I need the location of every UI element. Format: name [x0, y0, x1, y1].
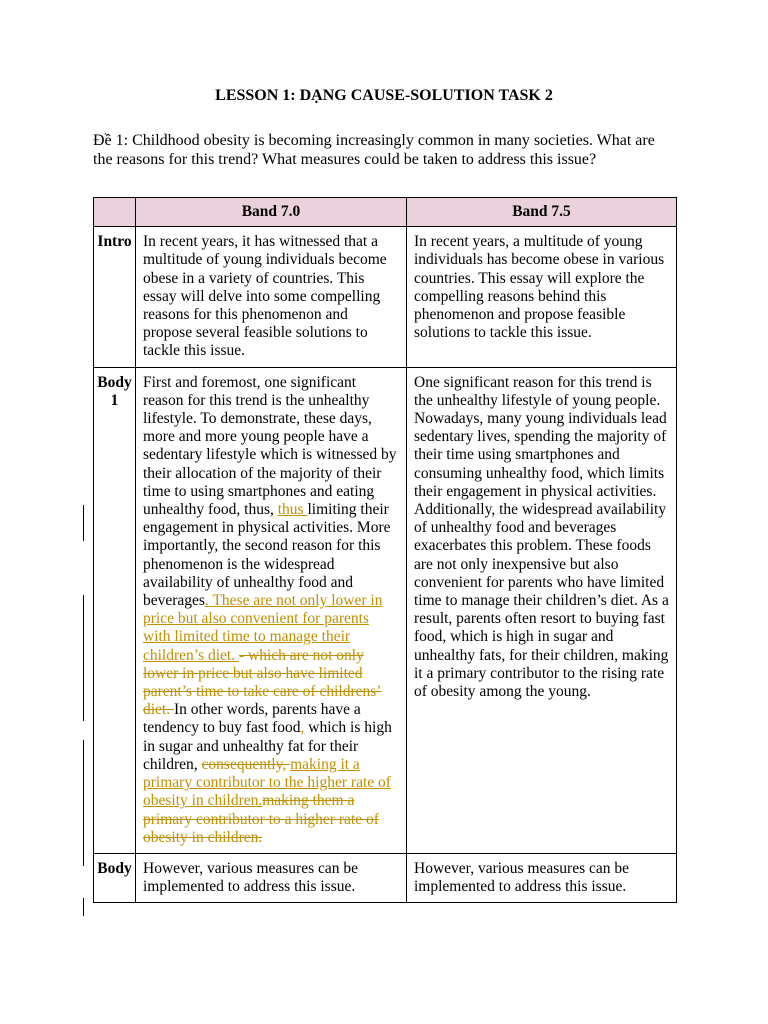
row-label-intro: Intro [94, 227, 136, 367]
table-row-body-2 [94, 853, 677, 902]
deleted-revision: making them a primary contributor to a higher rate of obesity in children. [143, 792, 379, 846]
inserted-revision: , [300, 719, 305, 737]
intro-band-7-0: In recent years, it has witnessed that a multitude of young individuals become obese in a variety of countries. This essay will delve into some compelling reasons for this phenomenon and propose several feasible solutions to tackle this issue. [136, 227, 407, 367]
table-header-row [94, 198, 677, 227]
inserted-revision: thus [277, 501, 308, 519]
essay-prompt: Đề 1: Childhood obesity is becoming increasingly common in many societies. What are the reasons for this trend? What measures could be taken to address this issue? [93, 132, 655, 168]
intro-band-7-5: In recent years, a multitude of young individuals has become obese in various countries. This essay will explore the compelling reasons behind this phenomenon and propose feasible solutions to tackle this issue. [407, 227, 677, 367]
row-label-body-1: Body 1 [94, 367, 136, 853]
inserted-revision: making it a primary contributor to the higher rate of obesity in children. [143, 755, 391, 810]
body-1-band-7-0 [136, 367, 407, 853]
body-1-band-7-5: One significant reason for this trend is the unhealthy lifestyle of young people. Nowadays, many young individuals lead sedentary lives, spending the majority of their time using smartphones and consuming unhealthy food, which limits their engagement in physical activities. Additionally, the widespread availability of unhealthy food and beverages exacerbates this problem. These foods are not only inexpensive but also convenient for parents who have limited time to manage their children’s diet. As a result, parents often resort to buying fast food, which is high in sugar and unhealthy fats, for their children, making it a primary contributor to the rising rate of obesity among the young. [407, 367, 677, 853]
change-bar [83, 740, 84, 866]
body-1-text-part-1: First and foremost, one significant reason for this trend is the unhealthy lifestyle. To demonstrate, these days, more and more young people have a sedentary lifestyle which is witnessed by their allocation of the majority of their time to using smartphones and eating unhealthy food, thus, [143, 373, 397, 519]
row-label-body-2: Body [94, 853, 136, 902]
body-1-text-part-4: which is high in sugar and unhealthy fat for their children, [143, 719, 392, 773]
deleted-revision: consequently, [201, 755, 291, 773]
deleted-revision: - which are not only lower in price but also have limited parent’s time to take care of childrens’ diet. [143, 646, 382, 719]
body-1-text-part-2: limiting their engagement in physical activities. More importantly, the second reason for this phenomenon is the widespread availability of unhealthy food and beverages [143, 501, 391, 610]
change-bar [83, 505, 84, 541]
comparison-table [93, 197, 677, 903]
body-2-band-7-0: However, various measures can be implemented to address this issue. [136, 853, 407, 902]
header-band-7-5: Band 7.5 [407, 198, 677, 227]
document-title: LESSON 1: DẠNG CAUSE-SOLUTION TASK 2 [215, 87, 553, 104]
header-corner-cell [94, 198, 136, 227]
table-row-body-1 [94, 367, 677, 853]
body-2-band-7-5: However, various measures can be implemented to address this issue. [407, 853, 677, 902]
inserted-revision: . These are not only lower in price but also convenient for parents with limited time to manage their children’s diet. [143, 592, 383, 664]
header-band-7-0: Band 7.0 [136, 198, 407, 227]
change-bar [83, 898, 84, 916]
change-bar [83, 595, 84, 721]
table-row-intro [94, 227, 677, 367]
body-1-text-part-3: In other words, parents have a tendency to buy fast food [143, 701, 361, 737]
